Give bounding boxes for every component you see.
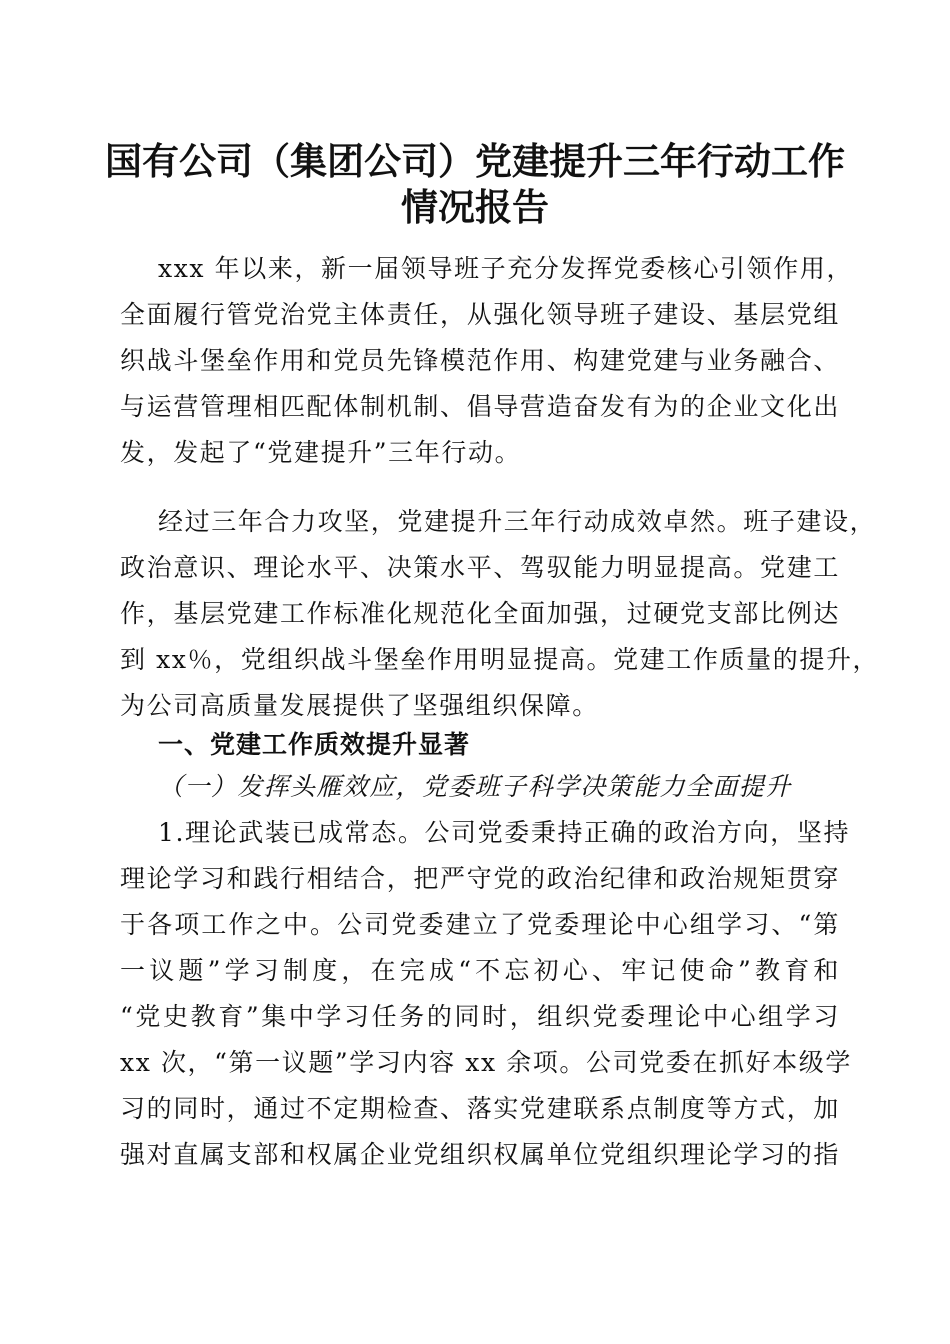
paragraph-3-line: xx 次，“第一议题”学习内容 xx 余项。公司党委在抓好本级学 [120, 1048, 853, 1077]
paragraph-1-line: xxx 年以来，新一届领导班子充分发挥党委核心引领作用， [158, 254, 854, 283]
paragraph-3-line: 强对直属支部和权属企业党组织权属单位党组织理论学习的指 [120, 1140, 840, 1169]
paragraph-2-line: 为公司高质量发展提供了坚强组织保障。 [120, 691, 599, 720]
paragraph-2-line: 作，基层党建工作标准化规范化全面加强，过硬党支部比例达 [120, 599, 840, 628]
paragraph-3-line: 习的同时，通过不定期检查、落实党建联系点制度等方式，加 [120, 1094, 840, 1123]
paragraph-3-line: 1.理论武装已成常态。公司党委秉持正确的政治方向，坚持 [158, 818, 851, 847]
paragraph-1-line: 织战斗堡垒作用和党员先锋模范作用、构建党建与业务融合、 [120, 346, 840, 375]
paragraph-3-line: 一议题”学习制度，在完成“不忘初心、牢记使命”教育和 [120, 956, 840, 985]
paragraph-3-line: 于各项工作之中。公司党委建立了党委理论中心组学习、“第 [120, 910, 840, 939]
paragraph-3-line: “党史教育”集中学习任务的同时，组织党委理论中心组学习 [120, 1002, 840, 1031]
document-title-line-2: 情况报告 [401, 186, 549, 229]
subsection-heading: （一）发挥头雁效应，党委班子科学决策能力全面提升 [158, 772, 792, 801]
paragraph-1-line: 发，发起了“党建提升”三年行动。 [120, 438, 522, 467]
section-heading: 一、党建工作质效提升显著 [158, 730, 471, 759]
document-title-line-1: 国有公司（集团公司）党建提升三年行动工作 [105, 140, 845, 183]
paragraph-1-line: 与运营管理相匹配体制机制、倡导营造奋发有为的企业文化出 [120, 392, 840, 421]
paragraph-2-line: 到 xx％，党组织战斗堡垒作用明显提高。党建工作质量的提升， [120, 645, 880, 674]
paragraph-3-line: 理论学习和践行相结合，把严守党的政治纪律和政治规矩贯穿 [120, 864, 840, 893]
paragraph-2-line: 经过三年合力攻坚，党建提升三年行动成效卓然。班子建设， [158, 507, 877, 536]
paragraph-1-line: 全面履行管党治党主体责任，从强化领导班子建设、基层党组 [120, 300, 840, 329]
paragraph-2-line: 政治意识、理论水平、决策水平、驾驭能力明显提高。党建工 [120, 553, 840, 582]
